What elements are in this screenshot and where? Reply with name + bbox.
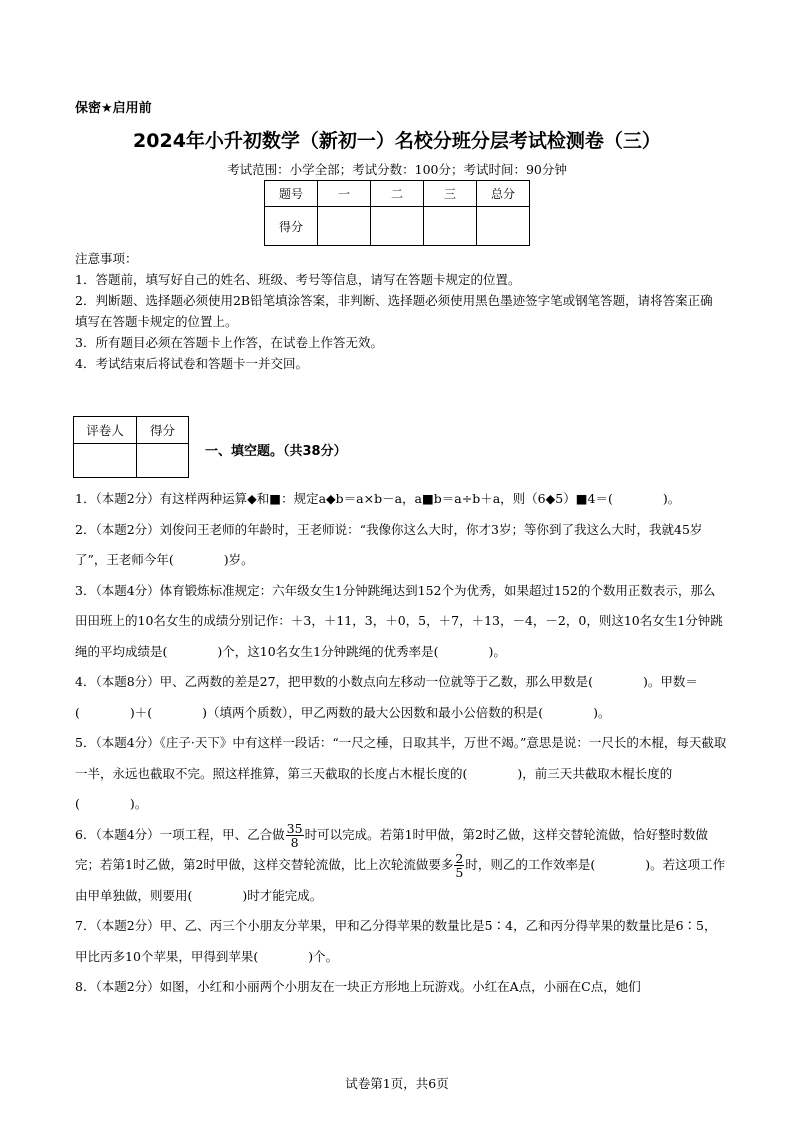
fraction-denominator: 5 [455,865,464,880]
grader-score-cell [137,444,189,478]
question-5: 5．（本题4分）《庄子·天下》中有这样一段话：“一尺之棰，日取其半，万世不竭。”意思是说：一尺长的木棍，每天截取一半，永远也截取不完。照这样推算，第三天截取的长度占木棍长度的( )，前三天共截取木棍长度的( )。 [75,735,727,811]
score-row-label: 得分 [265,207,318,246]
score-header-1: 一 [318,181,371,207]
score-cell-2 [371,207,424,246]
score-header-label: 题号 [265,181,318,207]
notes-title: 注意事项： [75,251,138,266]
question-6-part-b: 时可以完成。若第1时甲做，第2时乙做，这样交替轮流做，恰好整时数做完；若第1时乙做，第2时甲做，这样交替轮流做，比上次轮流做要多 [75,826,708,872]
section-title: 一、填空题。（共38分） [205,444,347,459]
question-6-part-c: 时，则乙的工作效率是( )。若这项工作由甲单独做，则要用( )时才能完成。 [75,857,726,903]
score-cell-total [477,207,530,246]
question-2: 2．（本题2分）刘俊问王老师的年龄时，王老师说：“我像你这么大时，你才3岁；等你到了我这么大时，我就45岁了”，王老师今年( )岁。 [75,521,703,567]
question-7: 7．（本题2分）甲、乙、丙三个小朋友分苹果，甲和乙分得苹果的数量比是5∶4，乙和丙分得苹果的数量比是6∶5，甲比丙多10个苹果，甲得到苹果( )个。 [75,918,717,964]
exam-title: 2024年小升初数学（新初一）名校分班分层考试检测卷（三） [133,130,661,152]
page-footer: 试卷第1页，共6页 [345,1076,449,1091]
question-4: 4．（本题8分）甲、乙两数的差是27，把甲数的小数点向左移动一位就等于乙数，那么甲数是( )。甲数＝( )＋( )（填两个质数），甲乙两数的最大公因数和最小公倍数的积是( )。 [75,674,698,720]
grader-table [73,416,189,478]
fraction-35-8 [286,822,304,849]
grader-cell [74,444,137,478]
question-8: 8．（本题2分）如图，小红和小丽两个小朋友在一块正方形地上玩游戏。小红在A点，小丽在C点，她们 [75,979,641,994]
secret-label: 保密★启用前 [75,101,152,116]
question-6-part-a: 6．（本题4分）一项工程，甲、乙合做 [75,826,285,842]
note-item: 3．所有题目必须在答题卡上作答，在试卷上作答无效。 [75,335,383,350]
score-header-total: 总分 [477,181,530,207]
exam-info: 考试范围：小学全部；考试分数：100分；考试时间：90分钟 [227,162,567,177]
questions-list [75,484,727,1003]
note-item: 1．答题前，填写好自己的姓名、班级、考号等信息，请写在答题卡规定的位置。 [75,272,521,287]
fraction-numerator: 35 [286,820,303,836]
question-1: 1．（本题2分）有这样两种运算◆和■：规定a◆b＝a×b－a，a■b＝a÷b＋a，则（6◆5）■4＝( )。 [75,491,681,506]
note-item: 4．考试结束后将试卷和答题卡一并交回。 [75,356,308,371]
fraction-2-5 [454,852,464,879]
grader-score-header: 得分 [137,417,189,444]
score-header-3: 三 [424,181,477,207]
question-3: 3．（本题4分）体育锻炼标准规定：六年级女生1分钟跳绳达到152个为优秀，如果超过152的个数用正数表示，那么田田班上的10名女生的成绩分别记作：＋3，＋11，3，＋0，5，＋7，＋13，－4，－2，0，则这10名女生1分钟跳绳的平均成绩是( )个，这10名女生1分钟跳绳的优秀率是( )。 [75,582,723,659]
fraction-numerator: 2 [455,851,464,866]
notes-section [75,248,725,374]
question-6 [75,820,727,912]
fraction-denominator: 8 [290,834,299,850]
score-table [264,180,530,246]
score-cell-3 [424,207,477,246]
note-item: 2．判断题、选择题必须使用2B铅笔填涂答案，非判断、选择题必须使用黑色墨迹签字笔或钢笔答题，请将答案正确填写在答题卡规定的位置上。 [75,293,713,329]
score-header-2: 二 [371,181,424,207]
grader-header: 评卷人 [74,417,137,444]
score-cell-1 [318,207,371,246]
